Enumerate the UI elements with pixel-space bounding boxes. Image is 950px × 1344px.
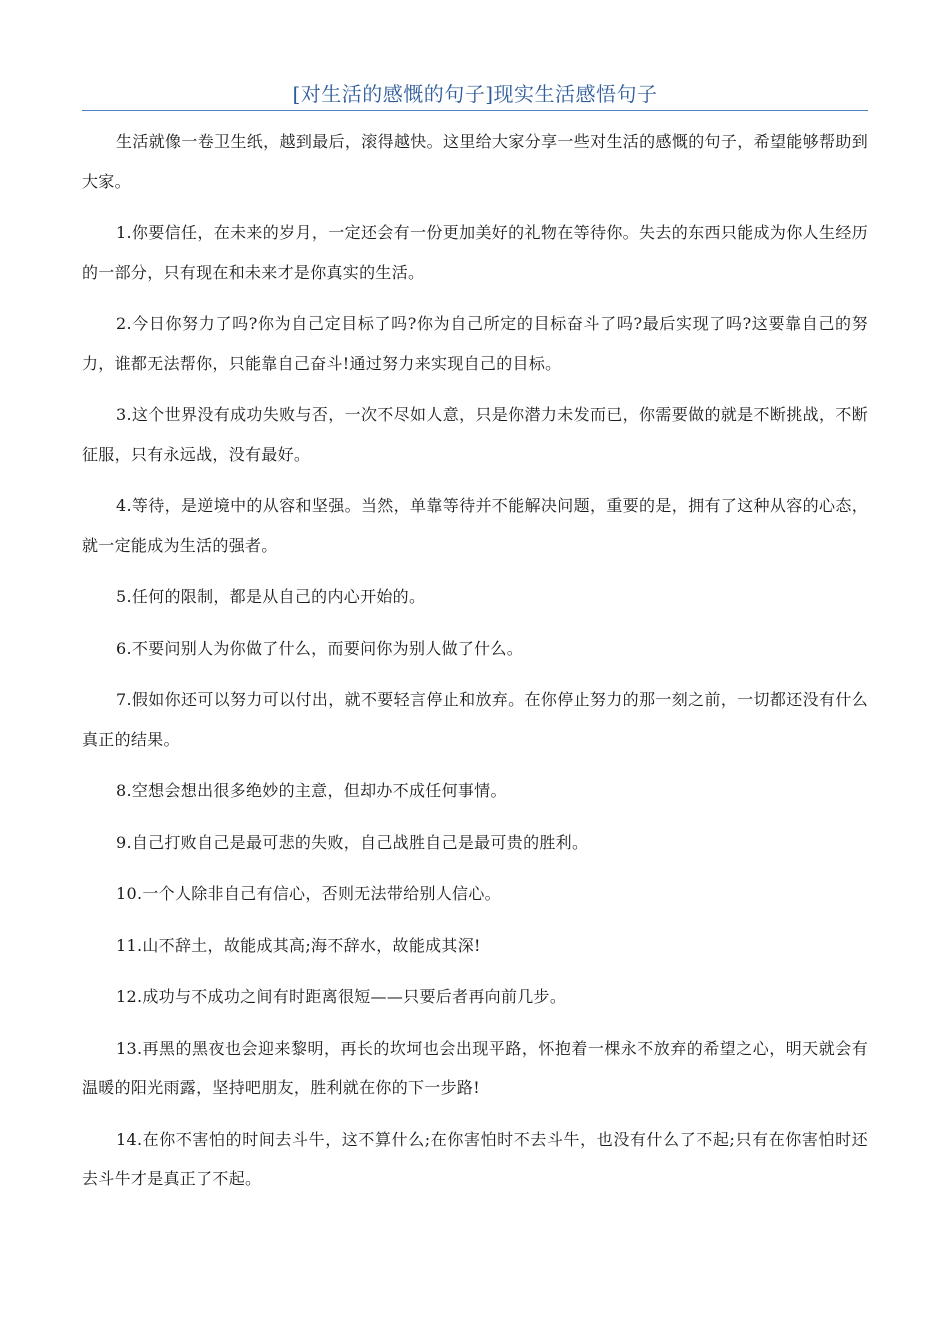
quote-paragraph-1: 1.你要信任，在未来的岁月，一定还会有一份更加美好的礼物在等待你。失去的东西只能成为你人生经历的一部分，只有现在和未来才是你真实的生活。 [82,223,868,282]
quote-paragraph-3: 3.这个世界没有成功失败与否，一次不尽如人意，只是你潜力未发而已，你需要做的就是不断挑战，不断征服，只有永远战，没有最好。 [82,405,868,464]
quote-paragraph-2: 2.今日你努力了吗?你为自己定目标了吗?你为自己所定的目标奋斗了吗?最后实现了吗?这要靠自己的努力，谁都无法帮你，只能靠自己奋斗!通过努力来实现自己的目标。 [82,314,868,373]
quote-paragraph-11: 11.山不辞土，故能成其高;海不辞水，故能成其深! [116,935,481,955]
quote-paragraph-9: 9.自己打败自己是最可悲的失败，自己战胜自己是最可贵的胜利。 [116,832,589,852]
document-header [82,82,868,111]
quote-paragraph-10: 10.一个人除非自己有信心，否则无法带给别人信心。 [116,884,501,903]
quote-paragraph-7: 7.假如你还可以努力可以付出，就不要轻言停止和放弃。在你停止努力的那一刻之前，一切都还没有什么真正的结果。 [82,690,868,749]
document-body [82,122,868,1211]
quote-paragraph-4: 4.等待，是逆境中的从容和坚强。当然，单靠等待并不能解决问题，重要的是，拥有了这种从容的心态，就一定能成为生活的强者。 [82,496,868,555]
quote-paragraph-8: 8.空想会想出很多绝妙的主意，但却办不成任何事情。 [116,781,507,800]
quote-paragraph-5: 5.任何的限制，都是从自己的内心开始的。 [116,587,426,606]
quote-paragraph-14: 14.在你不害怕的时间去斗牛，这不算什么;在你害怕时不去斗牛，也没有什么了不起;只有在你害怕时还去斗牛才是真正了不起。 [82,1129,868,1188]
quote-paragraph-12: 12.成功与不成功之间有时距离很短——只要后者再向前几步。 [116,987,567,1006]
quote-paragraph-13: 13.再黑的黑夜也会迎来黎明，再长的坎坷也会出现平路，怀抱着一棵永不放弃的希望之心，明天就会有温暖的阳光雨露，坚持吧朋友，胜利就在你的下一步路! [82,1038,868,1097]
intro-paragraph: 生活就像一卷卫生纸，越到最后，滚得越快。这里给大家分享一些对生活的感慨的句子，希望能够帮助到大家。 [82,132,868,191]
document-title: [对生活的感慨的句子]现实生活感悟句子 [292,82,658,106]
quote-paragraph-6: 6.不要问别人为你做了什么，而要问你为别人做了什么。 [116,638,524,658]
